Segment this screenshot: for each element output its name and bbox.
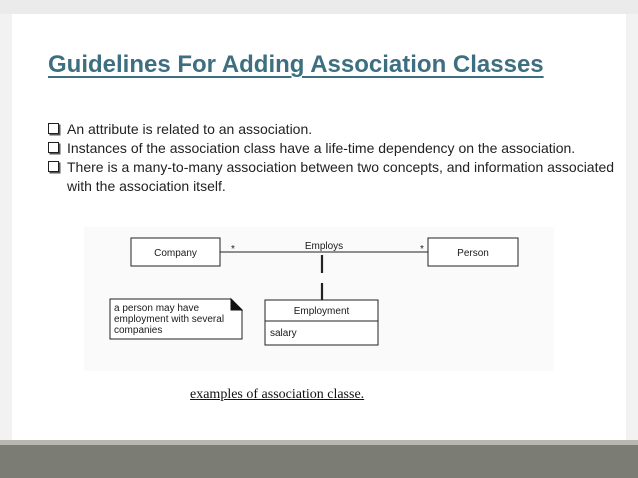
top-band bbox=[0, 0, 638, 14]
uml-diagram-svg bbox=[84, 227, 554, 371]
employment-attribute-salary: salary bbox=[270, 328, 297, 339]
diagram-caption: examples of association classe. bbox=[190, 387, 365, 402]
bullet-item bbox=[48, 139, 618, 158]
bullet-text: Instances of the association class have a life-time dependency on the association. bbox=[67, 140, 576, 156]
note-line: a person may have bbox=[114, 303, 200, 314]
checkbox-bullet-icon bbox=[48, 142, 59, 153]
note-line: employment with several bbox=[114, 314, 225, 325]
multiplicity-right: * bbox=[420, 244, 424, 255]
bullet-text: There is a many-to-many association between two concepts, and information associated with the association itself. bbox=[67, 159, 615, 194]
bullet-item bbox=[48, 158, 618, 196]
company-class-label: Company bbox=[154, 248, 197, 259]
bullet-list bbox=[48, 120, 618, 196]
association-label: Employs bbox=[304, 241, 344, 252]
note-line: companies bbox=[114, 325, 163, 336]
employment-class-label: Employment bbox=[293, 306, 350, 317]
left-stripe bbox=[0, 14, 12, 444]
bullet-item bbox=[48, 120, 618, 139]
checkbox-bullet-icon bbox=[48, 161, 59, 172]
uml-diagram bbox=[84, 227, 554, 371]
right-stripe bbox=[626, 14, 638, 444]
person-class-label: Person bbox=[457, 248, 489, 259]
note-folded-corner-icon bbox=[231, 299, 242, 310]
checkbox-bullet-icon bbox=[48, 123, 59, 134]
multiplicity-left: * bbox=[231, 244, 235, 255]
bottom-band bbox=[0, 445, 638, 478]
bullet-text: An attribute is related to an association. bbox=[67, 121, 313, 137]
slide-title: Guidelines For Adding Association Classes bbox=[48, 51, 544, 78]
